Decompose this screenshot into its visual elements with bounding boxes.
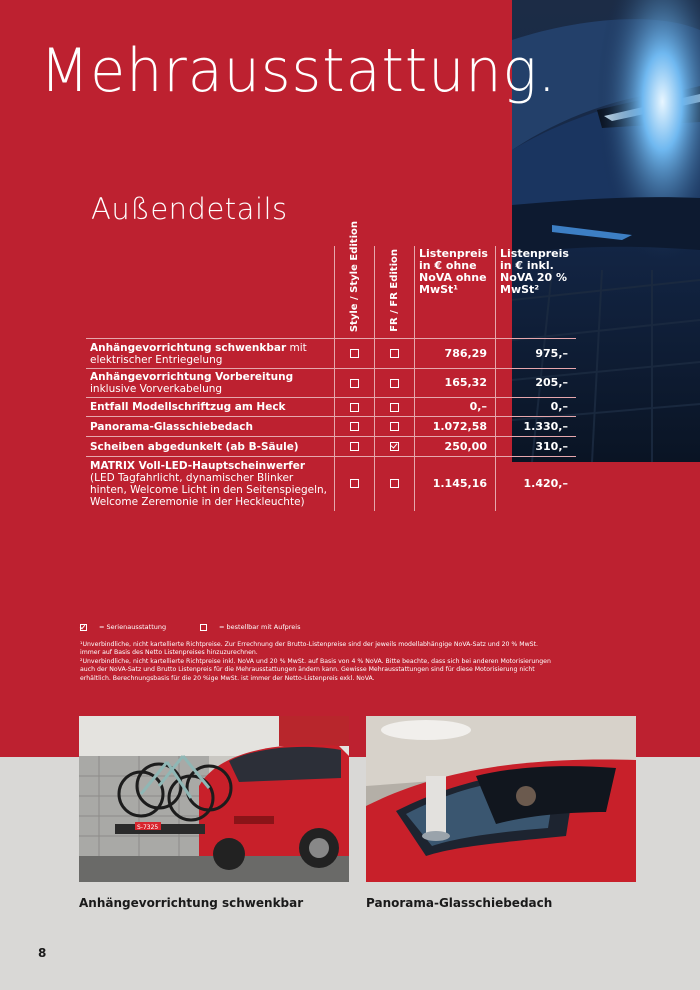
availability-cell bbox=[335, 437, 375, 457]
empty-box-icon bbox=[350, 422, 359, 431]
page-number: 8 bbox=[38, 946, 47, 960]
price-net: 250,00 bbox=[415, 437, 496, 457]
price-gross: 310,– bbox=[496, 437, 577, 457]
availability-cell bbox=[335, 398, 375, 417]
header-price-gross: Listenpreis in € inkl. NoVA 20 % MwSt² bbox=[496, 246, 577, 339]
footnote-2: ²Unverbindliche, nicht kartellierte Richtpreise inkl. NoVA und 20 % MwSt. auf Basis von 4 % NoVA. Bitte beachte, dass sich bei anderen Motorisierungen auch der NoVA-Satz und Brutto Listenpreis für die Mehrausstattungen ändern kann. Gewisse Mehrausstattungen sind für diese Motorisierung nicht erhältlich. Berechnungsbasis für die 20 %ige MwSt. ist immer der Netto-Listenpreis exkl. NoVA. bbox=[80, 657, 551, 682]
options-price-table bbox=[86, 220, 576, 511]
footnotes bbox=[80, 641, 560, 683]
header-style-edition: Style / Style Edition bbox=[335, 246, 375, 339]
option-name: MATRIX Voll-LED-Hauptscheinwerfer (LED Tagfahrlicht, dynamischer Blinker hinten, Welcome Licht in den Seitenspiegeln, Welcome Zeremonie in der Heckleuchte) bbox=[86, 457, 335, 511]
availability-cell bbox=[335, 417, 375, 437]
availability-cell bbox=[375, 437, 415, 457]
price-net: 165,32 bbox=[415, 369, 496, 398]
table-row bbox=[86, 339, 576, 369]
option-name: Anhängevorrichtung Vorbereitung inklusive Vorverkabelung bbox=[86, 369, 335, 398]
availability-cell bbox=[335, 457, 375, 511]
caption-panorama-roof: Panorama-Glasschiebedach bbox=[366, 896, 553, 910]
empty-box-icon bbox=[350, 349, 359, 358]
availability-cell bbox=[375, 457, 415, 511]
price-net: 786,29 bbox=[415, 339, 496, 369]
header-fr-edition: FR / FR Edition bbox=[375, 246, 415, 339]
empty-box-icon bbox=[390, 349, 399, 358]
legend-optional: = bestellbar mit Aufpreis bbox=[200, 623, 320, 631]
table-row bbox=[86, 437, 576, 457]
availability-cell bbox=[375, 417, 415, 437]
page-title: Mehrausstattung. bbox=[40, 36, 557, 106]
price-net: 1.145,16 bbox=[415, 457, 496, 511]
price-net: 0,– bbox=[415, 398, 496, 417]
legend-standard: = Serienausstattung bbox=[80, 623, 200, 631]
option-name: Entfall Modellschriftzug am Heck bbox=[86, 398, 335, 417]
footnote-1: ¹Unverbindliche, nicht kartellierte Richtpreise. Zur Errechnung der Brutto-Listenpreise sind der jeweils modellabhängige NoVA-Satz und 20 % MwSt. immer auf Basis des Netto Listenpreises hinzuzurechnen. bbox=[80, 641, 538, 657]
price-gross: 1.330,– bbox=[496, 417, 577, 437]
availability-cell bbox=[375, 369, 415, 398]
photo-bike-rack bbox=[79, 716, 349, 882]
option-name: Anhängevorrichtung schwenkbar mit elektrischer Entriegelung bbox=[86, 339, 335, 369]
legend bbox=[80, 623, 320, 631]
availability-cell bbox=[375, 339, 415, 369]
table-row bbox=[86, 398, 576, 417]
table-header-row bbox=[86, 246, 576, 339]
svg-text:S-7325: S-7325 bbox=[137, 824, 159, 831]
photo-panorama-roof bbox=[366, 716, 636, 882]
caption-bike-rack: Anhängevorrichtung schwenkbar bbox=[79, 896, 304, 910]
table-row bbox=[86, 369, 576, 398]
availability-cell bbox=[335, 339, 375, 369]
empty-box-icon bbox=[390, 403, 399, 412]
table-row bbox=[86, 457, 576, 511]
checked-box-icon bbox=[390, 442, 399, 451]
empty-box-icon bbox=[390, 479, 399, 488]
price-gross: 975,– bbox=[496, 339, 577, 369]
header-price-net: Listenpreis in € ohne NoVA ohne MwSt¹ bbox=[415, 246, 496, 339]
section-title: Außendetails bbox=[91, 192, 288, 226]
empty-box-icon bbox=[200, 624, 207, 631]
price-gross: 205,– bbox=[496, 369, 577, 398]
empty-box-icon bbox=[350, 442, 359, 451]
price-gross: 0,– bbox=[496, 398, 577, 417]
empty-box-icon bbox=[390, 379, 399, 388]
header-empty bbox=[86, 246, 335, 339]
checked-box-icon bbox=[80, 624, 87, 631]
empty-box-icon bbox=[390, 422, 399, 431]
table-row bbox=[86, 417, 576, 437]
option-name: Panorama-Glasschiebedach bbox=[86, 417, 335, 437]
price-net: 1.072,58 bbox=[415, 417, 496, 437]
empty-box-icon bbox=[350, 403, 359, 412]
option-name: Scheiben abgedunkelt (ab B-Säule) bbox=[86, 437, 335, 457]
price-gross: 1.420,– bbox=[496, 457, 577, 511]
empty-box-icon bbox=[350, 379, 359, 388]
availability-cell bbox=[335, 369, 375, 398]
empty-box-icon bbox=[350, 479, 359, 488]
availability-cell bbox=[375, 398, 415, 417]
